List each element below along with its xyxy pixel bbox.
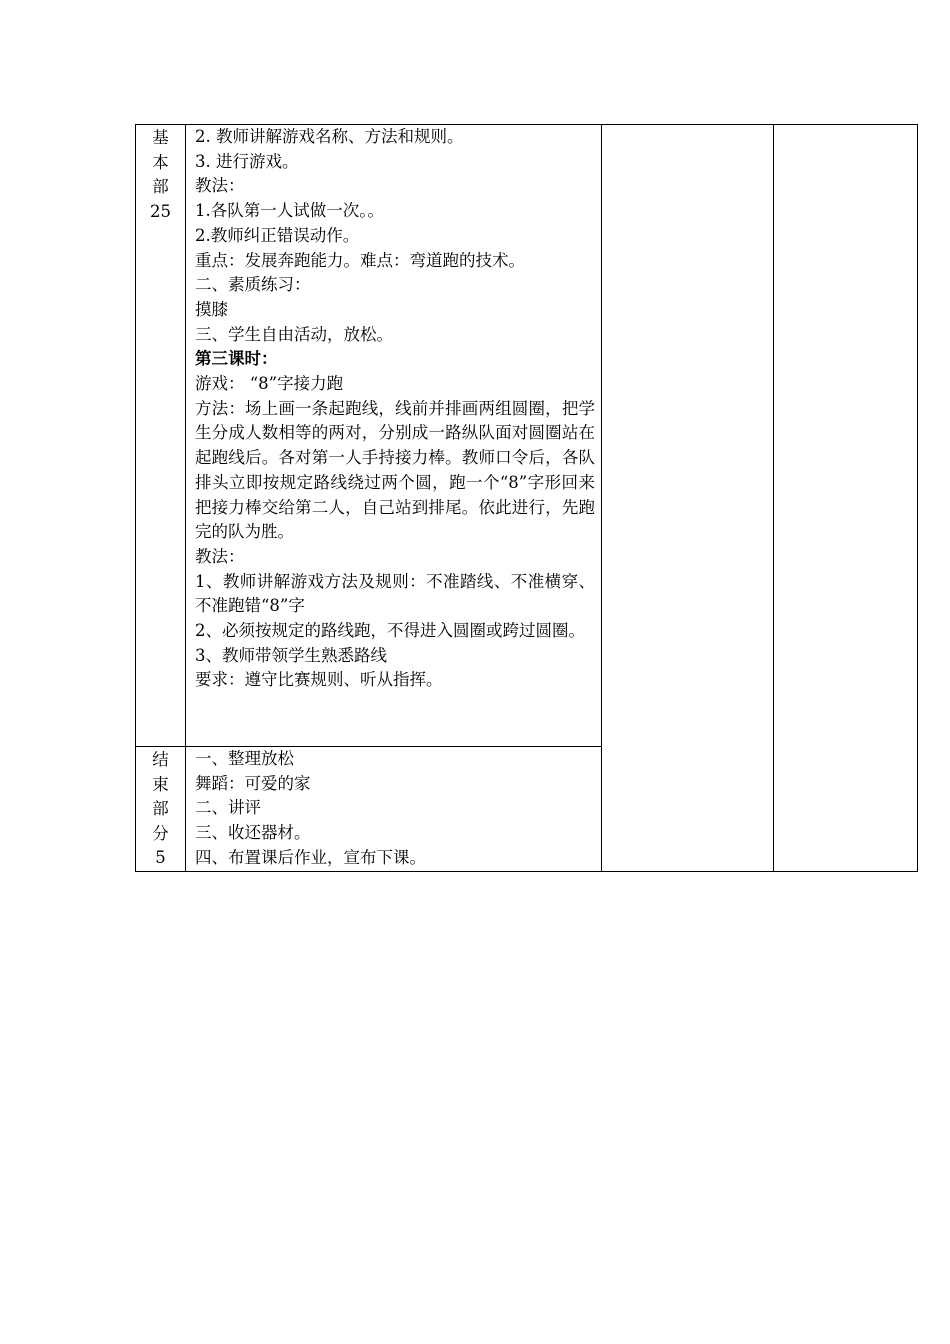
lesson-plan-table — [135, 124, 918, 872]
blank-column-3 — [602, 125, 774, 872]
section-content-end — [186, 747, 601, 871]
content-line: 三、学生自由活动，放松。 — [195, 324, 393, 344]
section-content-basic — [186, 125, 601, 717]
content-line: 方法：场上画一条起跑线，线前并排画两组圆圈，把学生分成人数相等的两对，分别成一路纵队面对圆圈站在起跑线后。各对第一人手持接力棒。教师口令后，各队排头立即按规定路线绕过两个圆，跑一个“8”字形回来把接力棒交给第二人，自己站到排尾。依此进行，先跑完的队为胜。 — [195, 398, 595, 542]
section-label-char: 部 — [152, 177, 169, 196]
content-line: 2、必须按规定的路线跑，不得进入圆圈或跨过圆圈。 — [195, 621, 585, 641]
content-line: 三、收还器材。 — [195, 823, 311, 843]
content-line: 教法： — [195, 546, 245, 566]
section-label-char: 结 — [152, 750, 169, 769]
content-line: 游戏： “8”字接力跑 — [195, 374, 344, 394]
section-label-char: 25 — [150, 201, 171, 221]
table-row-basic-section — [136, 125, 918, 747]
section-label-end — [136, 747, 185, 871]
content-line: 二、素质练习： — [195, 275, 311, 295]
blank-column-4 — [774, 125, 918, 872]
section-label-cell — [136, 125, 186, 747]
section-label-cell — [136, 747, 186, 872]
content-line: 四、布置课后作业，宣布下课。 — [195, 847, 426, 867]
section-content-cell — [186, 125, 602, 747]
section-label-char: 分 — [152, 823, 169, 843]
blank-spacer — [195, 693, 595, 717]
section-label-char: 本 — [152, 152, 169, 172]
content-line: 要求：遵守比赛规则、听从指挥。 — [195, 670, 443, 690]
content-line: 一、整理放松 — [195, 749, 294, 768]
content-line: 3、教师带领学生熟悉路线 — [195, 645, 387, 665]
content-line: 舞蹈：可爱的家 — [195, 773, 311, 793]
content-line: 摸膝 — [195, 299, 228, 319]
content-line: 1、教师讲解游戏方法及规则：不准踏线、不准横穿、不准跑错“8”字 — [195, 571, 595, 616]
content-line: 2.教师纠正错误动作。 — [195, 225, 360, 245]
content-line: 2. 教师讲解游戏名称、方法和规则。 — [195, 127, 464, 146]
section-heading: 第三课时： — [195, 349, 278, 369]
content-line: 1.各队第一人试做一次。。 — [195, 201, 384, 221]
section-label-char: 5 — [155, 848, 166, 867]
content-line: 3. 进行游戏。 — [195, 151, 299, 171]
section-label-char: 基 — [152, 128, 169, 147]
section-label-char: 部 — [152, 799, 169, 818]
section-label-basic — [136, 125, 185, 224]
content-line: 二、讲评 — [195, 798, 261, 818]
section-content-cell — [186, 747, 602, 872]
content-line: 教法： — [195, 176, 245, 196]
section-label-char: 束 — [152, 774, 169, 794]
content-line: 重点：发展奔跑能力。难点：弯道跑的技术。 — [195, 250, 525, 270]
